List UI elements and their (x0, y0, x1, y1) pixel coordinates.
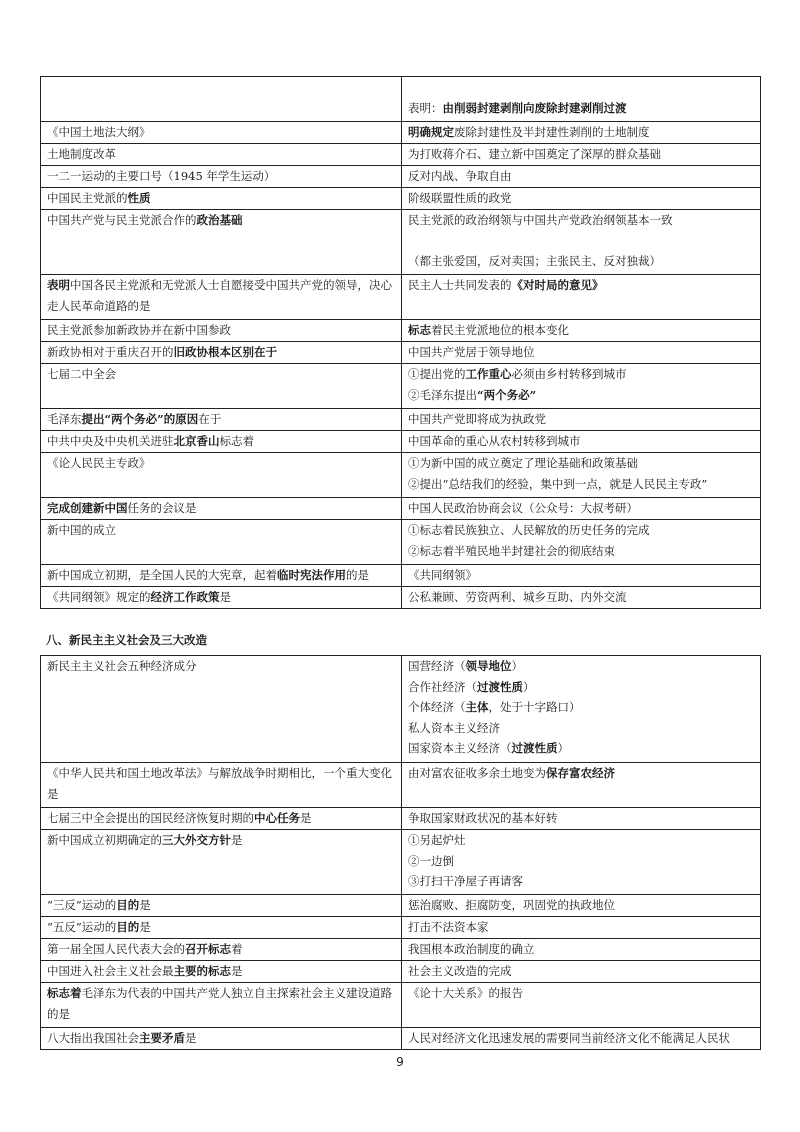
text: 新民主主义社会五种经济成分 (47, 659, 197, 673)
term-cell (41, 364, 402, 409)
text: ，处于十字路口） (488, 700, 581, 714)
answer-cell (402, 275, 761, 320)
text: 新中国的成立 (47, 523, 116, 537)
cell-line (408, 474, 754, 495)
cell-line (408, 983, 754, 1004)
answer-cell (402, 409, 761, 431)
text: 毛泽东 (47, 412, 82, 426)
cell-line (47, 431, 395, 452)
cell-line (408, 144, 754, 165)
cell-line (47, 961, 395, 982)
text: 中国革命的重心从农村转移到城市 (408, 434, 581, 448)
text: 一二一运动的主要口号（1945 年学生运动） (47, 169, 276, 183)
answer-cell (402, 210, 761, 275)
text: 我国根本政治制度的确立 (408, 942, 535, 956)
text: 中国进入社会主义社会最 (47, 964, 174, 978)
cell-line (408, 453, 754, 474)
text: 由对富农征收多余土地变为 (408, 766, 546, 780)
cell-line (408, 961, 754, 982)
answer-cell (402, 144, 761, 166)
text: 着民主党派地位的根本变化 (431, 323, 569, 337)
term-cell (41, 961, 402, 983)
text: ②标志着半殖民地半封建社会的彻底结束 (408, 543, 615, 558)
answer-cell (402, 342, 761, 364)
answer-cell (402, 498, 761, 520)
bold-text: 标志 (408, 323, 431, 337)
term-cell (41, 656, 402, 763)
bold-text: 主体 (465, 700, 489, 714)
cell-line (408, 763, 754, 784)
text: ①另起炉灶 (408, 833, 466, 847)
answer-cell (402, 122, 761, 144)
answer-cell (402, 166, 761, 188)
table-row (41, 520, 761, 565)
table-row (41, 166, 761, 188)
text: 合作社经济（ (408, 679, 477, 694)
text: 是 (231, 833, 243, 847)
text: 是 (300, 811, 312, 825)
term-cell (41, 587, 402, 609)
cell-line (47, 453, 395, 474)
term-cell (41, 763, 402, 808)
table-2 (40, 655, 761, 1050)
text: 新中国成立初期，是全国人民的大宪章，起着 (47, 568, 277, 582)
cell-line (408, 565, 754, 586)
cell-line (47, 565, 395, 586)
bold-text: 主要的标志 (173, 964, 231, 978)
answer-cell (402, 961, 761, 983)
answer-cell (402, 431, 761, 453)
table-row (41, 453, 761, 498)
bold-text: 由削弱封建剥削向废除封建剥削过渡 (442, 100, 627, 115)
text: 中国各民主党派和无党派人士自愿接受中国共产党的领导，决心走人民革命道路的是 (47, 278, 392, 313)
term-cell (41, 144, 402, 166)
text: 是 (185, 1031, 197, 1045)
table-row (41, 320, 761, 342)
text: ②毛泽东提出 (408, 387, 477, 402)
bold-text: 工作重心 (465, 367, 512, 381)
cell-line (47, 763, 395, 804)
cell-line (408, 808, 754, 829)
term-cell (41, 275, 402, 320)
bold-text: 中心任务 (254, 811, 300, 825)
term-cell (41, 939, 402, 961)
bold-text: 标志着 (47, 986, 82, 1000)
text: 国家资本主义经济（ (408, 741, 512, 755)
cell-line (408, 251, 754, 272)
cell-line (408, 431, 754, 452)
term-cell (41, 565, 402, 587)
table-row (41, 983, 761, 1028)
table-2-body (41, 656, 761, 1050)
answer-cell (402, 565, 761, 587)
cell-line (47, 320, 395, 341)
table-row (41, 364, 761, 409)
bold-text: 提出“两个务必”的原因 (81, 412, 199, 426)
table-row (41, 656, 761, 763)
text: 人民对经济文化迅速发展的需要同当前经济文化不能满足人民状 (408, 1031, 730, 1045)
answer-cell (402, 364, 761, 409)
answer-cell (402, 983, 761, 1028)
text: 阶级联盟性质的政党 (408, 191, 512, 205)
cell-line (408, 718, 754, 739)
text: 个体经济（ (408, 700, 466, 714)
text: ①标志着民族独立、人民解放的历史任务的完成 (408, 523, 650, 537)
text: 必须由乡村转移到城市 (511, 367, 627, 381)
text: ） (557, 741, 569, 755)
text: 中国共产党居于领导地位 (408, 345, 535, 359)
table-row (41, 961, 761, 983)
text: 民主人士共同发表的 (408, 278, 512, 292)
answer-cell (402, 656, 761, 763)
term-cell (41, 210, 402, 275)
text: 新政协相对于重庆召开的 (47, 345, 174, 359)
text: “三反”运动的 (47, 898, 117, 912)
cell-line (408, 587, 754, 608)
text: 民主党派参加新政协并在新中国参政 (47, 323, 231, 337)
text: 是 (231, 964, 243, 978)
text: ） (523, 679, 535, 694)
table-row (41, 275, 761, 320)
term-cell (41, 453, 402, 498)
text: 《论十大关系》的报告 (408, 986, 523, 1000)
cell-line (408, 520, 754, 541)
cell-line (47, 188, 395, 209)
cell-line (47, 77, 395, 98)
text: 在于 (198, 412, 222, 426)
cell-line (47, 830, 395, 851)
text: ③打扫干净屋子再请客 (408, 874, 523, 888)
text: 《共同纲领》规定的 (47, 590, 151, 604)
answer-cell (402, 453, 761, 498)
text: 中国民主党派的 (47, 191, 128, 205)
text: 反对内战、争取自由 (408, 169, 512, 183)
term-cell (41, 431, 402, 453)
cell-line (408, 697, 754, 718)
cell-line (408, 364, 754, 385)
bold-text: 政治基础 (196, 213, 243, 227)
term-cell (41, 830, 402, 895)
term-cell (41, 808, 402, 830)
cell-line (408, 871, 754, 892)
answer-cell (402, 939, 761, 961)
text: 社会主义改造的完成 (408, 964, 512, 978)
table-row (41, 830, 761, 895)
text: 毛泽东为代表的中国共产党人独立自主探索社会主义建设道路的是 (47, 986, 392, 1021)
cell-line (47, 144, 395, 165)
text: 惩治腐败、拒腐防变，巩固党的执政地位 (408, 898, 615, 912)
cell-line (408, 77, 754, 98)
bold-text: 三大外交方针 (162, 833, 231, 847)
page-number: 9 (396, 1055, 404, 1069)
bold-text: 领导地位 (465, 659, 512, 673)
cell-line (408, 656, 754, 677)
text: ①为新中国的成立奠定了理论基础和政策基础 (408, 456, 638, 470)
term-cell (41, 895, 402, 917)
table-row (41, 188, 761, 210)
cell-line (47, 275, 395, 316)
cell-line (408, 541, 754, 562)
term-cell (41, 983, 402, 1028)
text: 中国共产党即将成为执政党 (408, 412, 546, 426)
table-row (41, 498, 761, 520)
text: 中共中央及中央机关进驻 (47, 434, 174, 448)
answer-cell (402, 763, 761, 808)
text: 民主党派的政治纲领与中国共产党政治纲领基本一致 (408, 213, 673, 227)
bold-text: 经济工作政策 (150, 590, 220, 604)
cell-line (47, 409, 395, 430)
cell-line (47, 808, 395, 829)
text: 国营经济（ (408, 659, 466, 673)
text: 标志着 (219, 434, 254, 448)
term-cell (41, 188, 402, 210)
term-cell (41, 77, 402, 122)
text: 中国人民政治协商会议（公众号：大叔考研） (408, 501, 638, 515)
table-row (41, 77, 761, 122)
term-cell (41, 166, 402, 188)
cell-line (408, 342, 754, 363)
cell-line (408, 677, 754, 698)
table-row (41, 431, 761, 453)
answer-cell (402, 320, 761, 342)
cell-line (408, 1028, 754, 1049)
answer-cell (402, 77, 761, 122)
bold-text: “两个务必” (477, 387, 537, 402)
table-row (41, 210, 761, 275)
table-1 (40, 76, 761, 609)
text: ②提出“总结我们的经验，集中到一点，就是人民民主专政” (408, 476, 708, 491)
table-row (41, 917, 761, 939)
cell-line (47, 520, 395, 541)
text: 公私兼顾、劳资两利、城乡互助、内外交流 (408, 590, 627, 604)
answer-cell (402, 587, 761, 609)
text: 私人资本主义经济 (408, 720, 500, 735)
cell-line (408, 738, 754, 759)
cell-line (408, 188, 754, 209)
answer-cell (402, 188, 761, 210)
text: 七届二中全会 (47, 367, 116, 381)
text: ） (511, 659, 523, 673)
bold-text: 旧政协根本区别在于 (173, 345, 277, 359)
table-row (41, 1028, 761, 1050)
table-row (41, 587, 761, 609)
text: 着 (231, 942, 243, 956)
cell-line (47, 364, 395, 385)
text: 是 (139, 920, 151, 934)
text: ①提出党的 (408, 367, 466, 381)
text: 任务的会议是 (127, 501, 197, 515)
bold-text: 明确规定 (408, 125, 454, 139)
cell-line (47, 1028, 395, 1049)
text: 是 (219, 590, 231, 604)
bold-text: 性质 (127, 191, 151, 205)
table-row (41, 808, 761, 830)
answer-cell (402, 917, 761, 939)
text: 八大指出我国社会 (47, 1031, 139, 1045)
cell-line (408, 409, 754, 430)
bold-text: 主要矛盾 (139, 1031, 185, 1045)
bold-text: 召开标志 (185, 942, 231, 956)
answer-cell (402, 520, 761, 565)
answer-cell (402, 895, 761, 917)
cell-line (47, 587, 395, 608)
cell-line (408, 498, 754, 519)
bold-text: 完成创建新中国 (47, 501, 128, 515)
term-cell (41, 520, 402, 565)
text: 《共同纲领》 (408, 568, 477, 582)
bold-text: 目的 (116, 920, 140, 934)
text: 中国共产党与民主党派合作的 (47, 213, 197, 227)
table-1-body (41, 77, 761, 609)
term-cell (41, 1028, 402, 1050)
cell-line (47, 342, 395, 363)
cell-line (408, 830, 754, 851)
cell-line (408, 231, 754, 252)
cell-line (47, 122, 395, 143)
text: 打击不法资本家 (408, 920, 489, 934)
cell-line (408, 210, 754, 231)
text: 《中华人民共和国土地改革法》与解放战争时期相比，一个重大变化是 (47, 766, 392, 801)
term-cell (41, 320, 402, 342)
text: 新中国成立初期确定的 (47, 833, 162, 847)
cell-line (408, 166, 754, 187)
table-row (41, 409, 761, 431)
cell-line (408, 917, 754, 938)
table-row (41, 565, 761, 587)
bold-text: 表明 (47, 278, 70, 292)
cell-line (47, 939, 395, 960)
cell-line (47, 498, 395, 519)
text: 表明： (408, 100, 443, 115)
cell-line (47, 210, 395, 231)
cell-line (408, 275, 754, 296)
answer-cell (402, 808, 761, 830)
text: 为打败蒋介石、建立新中国奠定了深厚的群众基础 (408, 147, 661, 161)
text: 《论人民民主专政》 (47, 456, 151, 470)
table-row (41, 144, 761, 166)
bold-text: 临时宪法作用 (277, 568, 346, 582)
text: 是 (139, 898, 151, 912)
text: （都主张爱国，反对卖国；主张民主、反对独裁） (408, 254, 661, 268)
answer-cell (402, 1028, 761, 1050)
text: 《中国土地法大纲》 (47, 125, 151, 139)
term-cell (41, 498, 402, 520)
cell-line (47, 166, 395, 187)
text: “五反”运动的 (47, 920, 117, 934)
answer-cell (402, 830, 761, 895)
table-row (41, 342, 761, 364)
text: 第一届全国人民代表大会的 (47, 942, 185, 956)
cell-line (408, 98, 754, 119)
bold-text: 过渡性质 (511, 741, 558, 755)
cell-line (408, 122, 754, 143)
text: 土地制度改革 (47, 147, 116, 161)
text: 废除封建性及半封建性剥削的土地制度 (454, 125, 650, 139)
section-heading: 八、新民主主义社会及三大改造 (46, 633, 207, 647)
term-cell (41, 122, 402, 144)
cell-line (47, 983, 395, 1024)
table-row (41, 763, 761, 808)
bold-text: 《对时局的意见》 (511, 278, 604, 292)
cell-line (408, 385, 754, 406)
cell-line (408, 939, 754, 960)
table-row (41, 939, 761, 961)
bold-text: 保存富农经济 (546, 766, 615, 780)
term-cell (41, 409, 402, 431)
cell-line (47, 917, 395, 938)
term-cell (41, 342, 402, 364)
cell-line (47, 656, 395, 677)
text: 七届三中全会提出的国民经济恢复时期的 (47, 811, 254, 825)
bold-text: 北京香山 (173, 434, 220, 448)
term-cell (41, 917, 402, 939)
bold-text: 过渡性质 (477, 679, 523, 694)
bold-text: 目的 (116, 898, 140, 912)
cell-line (408, 895, 754, 916)
table-row (41, 122, 761, 144)
text: 的是 (346, 568, 369, 582)
text: ②一边倒 (408, 853, 454, 868)
cell-line (408, 320, 754, 341)
cell-line (408, 851, 754, 872)
cell-line (47, 895, 395, 916)
table-row (41, 895, 761, 917)
text: 争取国家财政状况的基本好转 (408, 811, 558, 825)
